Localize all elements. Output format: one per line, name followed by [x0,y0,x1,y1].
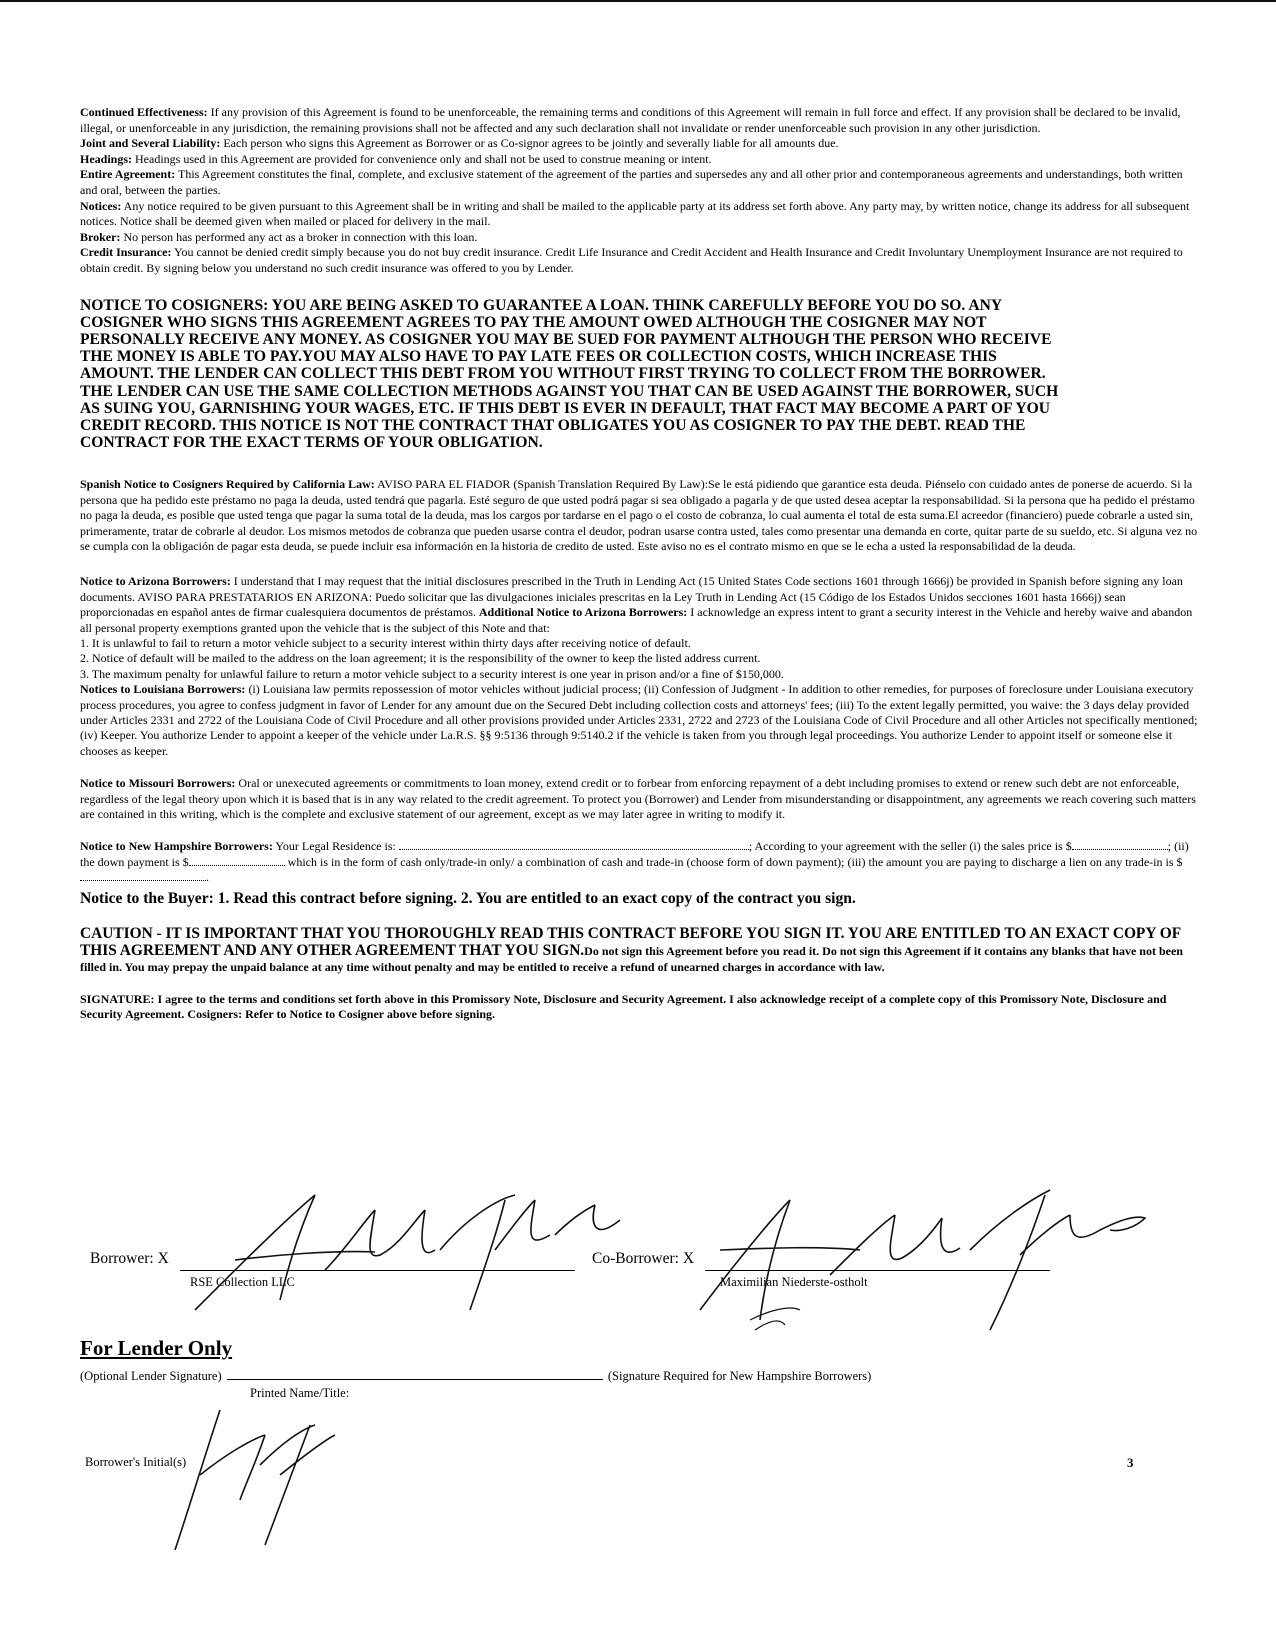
nh-required-label: (Signature Required for New Hampshire Borrowers) [607,1369,872,1383]
spanish-notice: Spanish Notice to Cosigners Required by California Law: AVISO PARA EL FIADOR (Spanish Translation Required By Law):Se le está pidiendo que garantice esta deuda. Piénselo con cuidado antes de ponerse de acuerdo. Si la persona que ha pedido este préstamo no paga la deuda, usted tendrá que pagarla. Esté seguro de que usted podrá pagar si sea obligado a pagarla y de que usted desea aceptar la responsabilidad. Si la persona que ha pedido el préstamo no paga la deuda, es posible que usted tenga que pagar la suma total de la deuda, mas los cargos por tardarse en el pago o el costo de cobranza, lo cual aumenta el total de esta suma.El acreedor (financiero) puede cobrarle a usted sin, primeramente, tratar de cobrarle al deudor. Los mismos metodos de cobranza que pueden usarse contra el deudor, podran usarse contra usted, tales como presentar una demanda en corte, quitar parte de su sueldo, etc. Si alguna vez no se cumpla con la obligación de pagar esta deuda, se puede incluir esa información en la historia de credito de usted. Este aviso no es el contrato mismo en que se le echa a usted la responsabilidad de la deuda. [80,477,1198,553]
down-payment-blank[interactable] [189,865,285,866]
scan-top-edge [0,0,1276,2]
clause-headings: Headings: Headings used in this Agreement are provided for convenience only and shall not be used to construe meaning or intent. [80,151,712,166]
buyer-notice: Notice to the Buyer: 1. Read this contract before signing. 2. You are entitled to an exact copy of the contract you sign. [80,889,856,907]
borrower-signature-icon [175,1180,635,1330]
louisiana-notice: Notices to Louisiana Borrowers: (i) Louisiana law permits repossession of motor vehicles without judicial process; (ii) Confession of Judgment - In addition to other remedies, for purposes of foreclosure under Louisiana executory process procedures, you agree to confess judgment in favor of Lender for any amount due on the Secured Debt including collection costs and attorneys' fees; (iii) To the extent legally permitted, you waive: the 3 days delay provided under Articles 2331 and 2722 of the Louisiana Code of Civil Procedure and all other provisions provided under Articles 2331, 2722 and 2723 of the Louisiana Code of Civil Procedure and all other Articles not specifically mentioned; (iv) Keeper. You authorize Lender to appoint a keeper of the vehicle under La.R.S. §§ 9:5136 through 9:5140.2 if the vehicle is taken from you through legal proceedings. You authorize Lender to appoint itself or someone else it chooses as keeper. [80,682,1198,758]
lender-signature-line[interactable] [227,1379,603,1380]
legal-residence-blank[interactable] [399,849,749,850]
new-hampshire-notice: Notice to New Hampshire Borrowers: Your Legal Residence is: ; According to your agreement with the seller (i) the sales price is $ ; (ii) the down payment is $ which is in the form of cash only/trade-in only/ a combination of cash and trade-in (choose form of down payment); (iii) the amount you are paying to discharge a lien on any trade-in is $. [80,839,1189,885]
borrower-initials-signature-icon [165,1405,345,1555]
signature-statement: SIGNATURE: I agree to the terms and conditions set forth above in this Promissory Note, Disclosure and Security Agreement. I also acknowledge receipt of a complete copy of this Promissory Note, Disclosure and Security Agreement. Cosigners: Refer to Notice to Cosigner above before signing. [80,991,1167,1022]
optional-lender-signature-label: (Optional Lender Signature) [80,1369,222,1383]
co-borrower-signature-icon [680,1180,1160,1340]
missouri-notice: Notice to Missouri Borrowers: Oral or unexecuted agreements or commitments to loan money, extend credit or to forbear from enforcing repayment of a debt including promises to extend or renew such debt are not enforceable, regardless of the legal theory upon which it is based that is in any way related to the credit agreement. To protect you (Borrower) and Lender from misunderstanding or disappointment, any agreements we reach covering such matters are contained in this writing, which is the complete and exclusive statement of our agreement, except as we may later agree in writing to modify it. [80,776,1196,822]
co-borrower-name: Maximilian Niederste-ostholt [720,1275,868,1289]
cosigner-notice: NOTICE TO COSIGNERS: YOU ARE BEING ASKED TO GUARANTEE A LOAN. THINK CAREFULLY BEFORE YOU DO SO. ANY COSIGNER WHO SIGNS THIS AGREEMENT AGREES TO PAY THE AMOUNT OWED ALTHOUGH THE COSIGNER MAY NOT PERSONALLY RECEIVE ANY MONEY. AS COSIGNER YOU MAY BE SUED FOR PAYMENT ALTHOUGH THE PERSON WHO RECEIVE THE MONEY IS ABLE TO PAY.YOU MAY ALSO HAVE TO PAY LATE FEES OR COLLECTION COSTS, WHICH INCREASE THIS AMOUNT. THE LENDER CAN COLLECT THIS DEBT FROM YOU WITHOUT FIRST TRYING TO COLLECT FROM THE BORROWER. THE LENDER CAN USE THE SAME COLLECTION METHODS AGAINST YOU THAT CAN BE USED AGAINST THE BORROWER, SUCH AS SUING YOU, GARNISHING YOUR WAGES, ETC. IF THIS DEBT IS EVER IN DEFAULT, THAT FACT MAY BECOME A PART OF YOU CREDIT RECORD. THIS NOTICE IS NOT THE CONTRACT THAT OBLIGATES YOU AS COSIGNER TO PAY THE DEBT. READ THE CONTRACT FOR THE EXACT TERMS OF YOUR OBLIGATION. [80,296,1059,452]
general-clauses [80,105,1198,277]
arizona-item: 2. Notice of default will be mailed to the address on the loan agreement; it is the responsibility of the owner to keep the listed address current. [80,651,761,666]
clause-entire-agreement: Entire Agreement: This Agreement constitutes the final, complete, and exclusive statement of the agreement of the parties and supersedes any and all other prior and contemporaneous agreements and understandings, both written and oral, between the parties. [80,167,1183,197]
arizona-item: 1. It is unlawful to fail to return a motor vehicle subject to a security interest within thirty days after receiving notice of default. [80,636,691,651]
borrower-label: Borrower: X [90,1250,169,1267]
clause-credit-insurance: Credit Insurance: You cannot be denied credit simply because you do not buy credit insurance. Credit Life Insurance and Credit Accident and Health Insurance and Credit Involuntary Unemployment Insurance are not required to obtain credit. By signing below you understand no such credit insurance was offered to you by Lender. [80,245,1183,275]
clause-broker: Broker: No person has performed any act as a broker in connection with this loan. [80,229,478,244]
clause-continued-effectiveness: Continued Effectiveness: If any provision of this Agreement is found to be unenforceable, the remaining terms and conditions of this Agreement will remain in full force and effect. If any provision shall be declared to be invalid, illegal, or unenforceable in any jurisdiction, the remaining provisions shall not be affected and any such declaration shall not invalidate or render unenforceable such provision in any other jurisdiction. [80,105,1181,135]
agreement-page [80,105,1198,1035]
borrower-name: RSE Collection LLC [190,1275,295,1289]
clause-notices: Notices: Any notice required to be given pursuant to this Agreement shall be in writing and shall be mailed to the applicable party at its address set forth above. Any party may, by written notice, change its address for all subsequent notices. Notice shall be deemed given when mailed or placed for delivery in the mail. [80,198,1190,229]
page-number: 3 [1127,1455,1134,1470]
caution-notice: CAUTION - IT IS IMPORTANT THAT YOU THOROUGHLY READ THIS CONTRACT BEFORE YOU SIGN IT. YOU ARE ENTITLED TO AN EXACT COPY OF THIS AGREEMENT AND ANY OTHER AGREEMENT THAT YOU SIGN.Do not sign this Agreement before you read it. Do not sign this Agreement if it contains any blanks that have not been filled in. You may prepay the unpaid balance at any time without penalty and may be entitled to receive a refund of unearned charges in accordance with law. [80,924,1183,974]
lien-amount-blank[interactable] [80,880,206,881]
printed-name-title: Printed Name/Title: [250,1386,350,1400]
arizona-item: 3. The maximum penalty for unlawful failure to return a motor vehicle subject to a security interest is one year in prison and/or a fine of $150,000. [80,666,784,681]
co-borrower-label: Co-Borrower: X [592,1250,695,1267]
signature-area [80,1180,1198,1340]
clause-joint-liability: Joint and Several Liability: Each person who signs this Agreement as Borrower or as Co-signor agrees to be jointly and severally liable for all amounts due. [80,136,839,151]
lender-title: For Lender Only [80,1336,233,1360]
borrower-initials-label: Borrower's Initial(s) [85,1455,187,1469]
arizona-notice: Notice to Arizona Borrowers: I understand that I may request that the initial disclosures prescribed in the Truth in Lending Act (15 United States Code sections 1601 through 1666j) be provided in Spanish before signing any loan documents. AVISO PARA PRESTATARIOS EN ARIZONA: Puedo solicitar que las divulgaciones iniciales prescritas en la Ley Truth in Lending Act (15 Código de los Estados Unidos secciones 1601 hasta 1666j) sean proporcionadas en español antes de firmar cualesquiera documentos de préstamos. Additional Notice to Arizona Borrowers: I acknowledge an express intent to grant a security interest in the Vehicle and hereby waive and abandon all personal property exemptions granted upon the vehicle that is the subject of this Note and that: 1. It is unlawful to fail to return a motor vehicle subject to a security interest within thirty days after receiving notice of default. 2. Notice of default will be mailed to the address on the loan agreement; it is the responsibility of the owner to keep the listed address current. 3. The maximum penalty for unlawful failure to return a motor vehicle subject to a security interest is one year in prison and/or a fine of $150,000. [80,574,1198,682]
lender-signature-row [80,1369,1198,1384]
lender-section [80,1336,1198,1401]
sales-price-blank[interactable] [1072,849,1168,850]
